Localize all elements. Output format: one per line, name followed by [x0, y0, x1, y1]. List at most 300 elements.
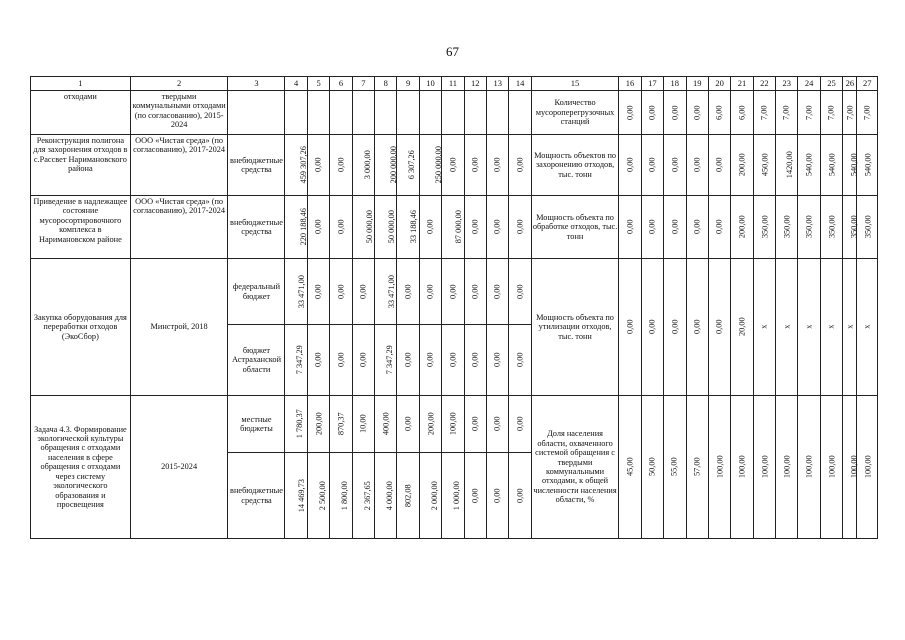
cell-value: 200,00: [737, 215, 747, 239]
header-row: [31, 77, 878, 91]
cell-value: 0,00: [515, 416, 525, 432]
target-cell: [708, 259, 730, 396]
cell-value: 0,00: [647, 157, 657, 173]
finance-cell: [330, 91, 352, 135]
cell-value: 0,00: [470, 416, 480, 432]
cell-value: 0,00: [692, 219, 702, 235]
table-row: [31, 259, 878, 325]
target-cell: [686, 396, 708, 539]
measure-name-cell: Задача 4.3. Формирование экологической культуры обращения с отходами населения в сфере обращения с отходами через систему экологического образования и просвещения: [31, 396, 131, 539]
cell-value: 33 471,00: [297, 274, 307, 309]
target-cell: [664, 196, 686, 259]
target-cell: [798, 196, 820, 259]
cell-value: 0,00: [670, 105, 680, 120]
finance-cell: [487, 453, 509, 539]
source-cell: внебюджетные средства: [228, 453, 285, 539]
cell-value: 0,00: [625, 105, 635, 120]
cell-value: 802,08: [404, 484, 414, 507]
finance-cell: [307, 453, 329, 539]
finance-cell: [397, 325, 419, 396]
cell-value: 0,00: [403, 352, 413, 368]
cell-value: 350,00: [760, 215, 770, 239]
finance-cell: [487, 135, 509, 196]
finance-cell: [487, 196, 509, 259]
cell-value: 6,00: [714, 105, 724, 120]
target-cell: [843, 259, 857, 396]
finance-cell: [352, 325, 374, 396]
finance-cell: [375, 325, 397, 396]
executor-cell: 2015-2024: [130, 396, 228, 539]
target-cell: [776, 259, 798, 396]
target-cell: [731, 91, 753, 135]
finance-cell: [285, 135, 307, 196]
cell-value: 0,00: [336, 284, 346, 299]
finance-cell: [464, 196, 486, 259]
finance-cell: [352, 135, 374, 196]
cell-value: 7 347,29: [384, 345, 394, 375]
cell-value: 200,00: [737, 153, 747, 177]
indicator-cell: Мощность объекта по утилизации отходов, тыс. тонн: [531, 259, 619, 396]
cell-value: 0,00: [425, 284, 435, 299]
finance-cell: [285, 396, 307, 453]
target-cell: [708, 196, 730, 259]
cell-value: 350,00: [805, 215, 815, 239]
target-cell: [820, 396, 842, 539]
cell-value: 0,00: [470, 352, 480, 368]
cell-value: 220 188,46: [299, 208, 309, 246]
target-cell: [820, 259, 842, 396]
target-cell: [664, 396, 686, 539]
finance-cell: [464, 325, 486, 396]
header-cell: 20: [708, 77, 730, 91]
finance-cell: [419, 91, 441, 135]
header-cell: 4: [285, 77, 307, 91]
target-cell: [798, 135, 820, 196]
finance-cell: [464, 396, 486, 453]
cell-value: 7 347,29: [295, 345, 305, 375]
cell-value: 0,00: [625, 157, 635, 173]
target-cell: [731, 259, 753, 396]
cell-value: х: [862, 324, 872, 330]
finance-cell: [397, 91, 419, 135]
finance-cell: [419, 453, 441, 539]
finance-cell: [464, 91, 486, 135]
finance-cell: [307, 135, 329, 196]
finance-cell: [464, 259, 486, 325]
cell-value: 0,00: [470, 157, 480, 173]
finance-cell: [285, 91, 307, 135]
finance-cell: [442, 259, 464, 325]
header-cell: 12: [464, 77, 486, 91]
cell-value: 0,00: [492, 284, 502, 299]
cell-value: 0,00: [714, 157, 724, 173]
cell-value: 0,00: [448, 284, 458, 299]
cell-value: 0,00: [625, 219, 635, 235]
cell-value: 0,00: [692, 319, 702, 335]
finance-cell: [509, 325, 531, 396]
cell-value: 33 471,00: [386, 274, 396, 309]
cell-value: 0,00: [647, 319, 657, 335]
cell-value: 33 188,46: [409, 210, 419, 244]
cell-value: 1 800,00: [340, 480, 350, 511]
cell-value: 0,00: [448, 352, 458, 368]
target-cell: [619, 196, 641, 259]
cell-value: х: [845, 324, 855, 330]
target-cell: [708, 396, 730, 539]
indicator-cell: Мощность объекта по обработке отходов, тыс. тонн: [531, 196, 619, 259]
header-cell: 16: [619, 77, 641, 91]
measure-name-cell: Приведение в надлежащее состояние мусоросортировочного комплекса в Наримановском районе: [31, 196, 131, 259]
header-cell: 7: [352, 77, 374, 91]
cell-value: 0,00: [625, 319, 635, 335]
cell-value: 450,00: [760, 153, 770, 177]
cell-value: 350,00: [864, 215, 874, 239]
header-cell: 19: [686, 77, 708, 91]
source-cell: бюджет Астраханской области: [228, 325, 285, 396]
cell-value: х: [826, 324, 836, 330]
target-cell: [753, 196, 775, 259]
cell-value: 0,00: [358, 352, 368, 368]
finance-cell: [419, 196, 441, 259]
finance-cell: [330, 135, 352, 196]
target-cell: [820, 135, 842, 196]
finance-cell: [285, 196, 307, 259]
finance-cell: [397, 453, 419, 539]
source-cell: местные бюджеты: [228, 396, 285, 453]
cell-value: 0,00: [448, 157, 458, 173]
finance-cell: [509, 91, 531, 135]
cell-value: 7,00: [759, 105, 769, 120]
finance-cell: [509, 135, 531, 196]
finance-cell: [307, 259, 329, 325]
finance-cell: [419, 325, 441, 396]
cell-value: 50 000,00: [386, 210, 396, 244]
cell-value: 0,00: [692, 157, 702, 173]
target-cell: [708, 135, 730, 196]
target-cell: [641, 396, 663, 539]
finance-cell: [442, 325, 464, 396]
target-cell: [776, 196, 798, 259]
finance-cell: [285, 259, 307, 325]
cell-value: 0,00: [670, 157, 680, 173]
cell-value: 0,00: [492, 416, 502, 432]
table-row: [31, 396, 878, 453]
target-cell: [753, 135, 775, 196]
cell-value: 2 367,65: [362, 480, 372, 511]
cell-value: 0,00: [336, 157, 346, 173]
finance-cell: [330, 325, 352, 396]
finance-cell: [442, 135, 464, 196]
cell-value: 100,00: [827, 455, 837, 479]
finance-cell: [509, 396, 531, 453]
target-cell: [753, 91, 775, 135]
cell-value: 0,00: [670, 219, 680, 235]
finance-cell: [330, 453, 352, 539]
cell-value: 540,00: [864, 153, 874, 177]
cell-value: 0,00: [313, 284, 323, 299]
cell-value: х: [782, 324, 792, 330]
cell-value: 0,00: [515, 488, 525, 503]
cell-value: 540,00: [805, 153, 815, 177]
target-cell: [641, 196, 663, 259]
target-cell: [776, 135, 798, 196]
cell-value: 0,00: [670, 319, 680, 335]
cell-value: 350,00: [827, 215, 837, 239]
program-table: [30, 76, 878, 539]
cell-value: 100,00: [849, 455, 859, 479]
finance-cell: [375, 396, 397, 453]
target-cell: [686, 196, 708, 259]
target-cell: [731, 196, 753, 259]
cell-value: 0,00: [647, 219, 657, 235]
cell-value: 100,00: [448, 412, 458, 436]
target-cell: [753, 259, 775, 396]
source-cell: внебюджетные средства: [228, 196, 285, 259]
target-cell: [843, 135, 857, 196]
page-number: 67: [446, 44, 459, 59]
cell-value: 540,00: [827, 153, 837, 177]
cell-value: 1 000,00: [452, 480, 462, 511]
finance-cell: [307, 325, 329, 396]
cell-value: 350,00: [782, 215, 792, 239]
header-cell: 3: [228, 77, 285, 91]
target-cell: [708, 91, 730, 135]
finance-cell: [330, 196, 352, 259]
cell-value: 1420,00: [784, 151, 794, 179]
target-cell: [798, 396, 820, 539]
cell-value: 0,00: [403, 284, 413, 299]
target-cell: [857, 259, 878, 396]
header-cell: 8: [375, 77, 397, 91]
header-cell: 14: [509, 77, 531, 91]
source-cell: внебюджетные средства: [228, 135, 285, 196]
target-cell: [820, 196, 842, 259]
finance-cell: [442, 196, 464, 259]
header-cell: 11: [442, 77, 464, 91]
header-cell: 22: [753, 77, 775, 91]
target-cell: [798, 91, 820, 135]
cell-value: 0,00: [336, 352, 346, 368]
executor-cell: Минстрой, 2018: [130, 259, 228, 396]
header-cell: 23: [776, 77, 798, 91]
cell-value: 100,00: [864, 455, 874, 479]
target-cell: [641, 135, 663, 196]
cell-value: 0,00: [425, 352, 435, 368]
cell-value: 100,00: [805, 455, 815, 479]
cell-value: х: [804, 324, 814, 330]
executor-cell: ООО «Чистая среда» (по согласованию), 2017-2024: [130, 196, 228, 259]
target-cell: [776, 91, 798, 135]
finance-cell: [375, 453, 397, 539]
finance-cell: [509, 259, 531, 325]
target-cell: [776, 396, 798, 539]
finance-cell: [307, 396, 329, 453]
finance-cell: [487, 396, 509, 453]
finance-cell: [397, 259, 419, 325]
cell-value: 0,00: [403, 416, 413, 432]
finance-cell: [419, 135, 441, 196]
cell-value: 14 469,73: [297, 478, 307, 513]
cell-value: 0,00: [358, 284, 368, 299]
cell-value: 0,00: [313, 157, 323, 173]
source-cell: федеральный бюджет: [228, 259, 285, 325]
target-cell: [857, 135, 878, 196]
table-row: [31, 196, 878, 259]
finance-cell: [397, 196, 419, 259]
cell-value: 540,00: [849, 153, 859, 177]
finance-cell: [397, 135, 419, 196]
cell-value: 250 000,00: [433, 146, 443, 184]
target-cell: [641, 259, 663, 396]
measure-name-cell: отходами: [31, 91, 131, 135]
cell-value: 20,00: [737, 317, 747, 337]
target-cell: [619, 91, 641, 135]
cell-value: 0,00: [425, 219, 435, 235]
target-cell: [798, 259, 820, 396]
table-row: [31, 135, 878, 196]
cell-value: 2 000,00: [429, 480, 439, 511]
cell-value: 870,37: [336, 412, 346, 436]
cell-value: 57,00: [692, 457, 702, 477]
finance-cell: [487, 259, 509, 325]
cell-value: 400,00: [381, 412, 391, 436]
table-row: [31, 91, 878, 135]
finance-cell: [375, 135, 397, 196]
cell-value: 0,00: [515, 352, 525, 368]
target-cell: [619, 135, 641, 196]
cell-value: 100,00: [760, 455, 770, 479]
cell-value: 0,00: [336, 219, 346, 235]
finance-cell: [509, 453, 531, 539]
indicator-cell: Количество мусороперегрузочных станций: [531, 91, 619, 135]
finance-cell: [307, 91, 329, 135]
executor-cell: ООО «Чистая среда» (по согласованию), 2017-2024: [130, 135, 228, 196]
header-cell: 6: [330, 77, 352, 91]
cell-value: 0,00: [492, 352, 502, 368]
target-cell: [731, 135, 753, 196]
finance-cell: [352, 91, 374, 135]
target-cell: [820, 91, 842, 135]
cell-value: 0,00: [714, 319, 724, 335]
cell-value: 0,00: [470, 284, 480, 299]
cell-value: 45,00: [625, 457, 635, 477]
target-cell: [664, 135, 686, 196]
finance-cell: [375, 259, 397, 325]
finance-cell: [352, 196, 374, 259]
target-cell: [857, 196, 878, 259]
cell-value: 7,00: [845, 105, 855, 120]
cell-value: 100,00: [715, 455, 725, 479]
cell-value: 7,00: [782, 105, 792, 120]
finance-cell: [330, 259, 352, 325]
cell-value: 200,00: [314, 412, 324, 436]
target-cell: [664, 259, 686, 396]
finance-cell: [487, 91, 509, 135]
finance-cell: [375, 91, 397, 135]
cell-value: 100,00: [737, 455, 747, 479]
target-cell: [843, 91, 857, 135]
cell-value: 2 500,00: [317, 480, 327, 511]
finance-cell: [419, 396, 441, 453]
cell-value: 0,00: [647, 105, 657, 120]
cell-value: 7,00: [862, 105, 872, 120]
finance-cell: [352, 396, 374, 453]
finance-cell: [419, 259, 441, 325]
finance-cell: [397, 396, 419, 453]
cell-value: 459 307,26: [299, 146, 309, 184]
cell-value: 200,00: [426, 412, 436, 436]
finance-cell: [352, 259, 374, 325]
header-cell: 2: [130, 77, 228, 91]
header-cell: 15: [531, 77, 619, 91]
cell-value: 7,00: [826, 105, 836, 120]
header-cell: 5: [307, 77, 329, 91]
header-cell: 25: [820, 77, 842, 91]
finance-cell: [442, 396, 464, 453]
target-cell: [686, 259, 708, 396]
header-cell: 24: [798, 77, 820, 91]
cell-value: 0,00: [515, 219, 525, 235]
finance-cell: [464, 135, 486, 196]
finance-cell: [442, 91, 464, 135]
cell-value: 10,00: [358, 414, 368, 434]
header-cell: 21: [731, 77, 753, 91]
target-cell: [641, 91, 663, 135]
target-cell: [857, 396, 878, 539]
cell-value: 0,00: [492, 488, 502, 503]
cell-value: 6,00: [737, 105, 747, 120]
cell-value: 0,00: [313, 219, 323, 235]
cell-value: 87 000,00: [454, 210, 464, 244]
finance-cell: [285, 453, 307, 539]
cell-value: 0,00: [470, 219, 480, 235]
finance-cell: [330, 396, 352, 453]
finance-cell: [307, 196, 329, 259]
cell-value: 4 000,00: [384, 480, 394, 511]
finance-cell: [487, 325, 509, 396]
finance-cell: [509, 196, 531, 259]
header-cell: 1: [31, 77, 131, 91]
finance-cell: [464, 453, 486, 539]
cell-value: 3 000,00: [362, 150, 372, 180]
finance-cell: [285, 325, 307, 396]
cell-value: 0,00: [692, 105, 702, 120]
measure-name-cell: Закупка оборудования для переработки отходов (ЭкоСбор): [31, 259, 131, 396]
header-cell: 27: [857, 77, 878, 91]
cell-value: 7,00: [804, 105, 814, 120]
cell-value: 0,00: [492, 157, 502, 173]
cell-value: 350,00: [849, 215, 859, 239]
finance-cell: [352, 453, 374, 539]
target-cell: [686, 91, 708, 135]
cell-value: 0,00: [492, 219, 502, 235]
target-cell: [843, 396, 857, 539]
target-cell: [731, 396, 753, 539]
header-cell: 17: [641, 77, 663, 91]
cell-value: 50 000,00: [364, 210, 374, 244]
cell-value: 0,00: [313, 352, 323, 368]
cell-value: 0,00: [515, 284, 525, 299]
cell-value: 55,00: [670, 457, 680, 477]
header-cell: 18: [664, 77, 686, 91]
target-cell: [619, 396, 641, 539]
target-cell: [664, 91, 686, 135]
header-cell: 10: [419, 77, 441, 91]
cell-value: 6 307,26: [407, 150, 417, 180]
target-cell: [686, 135, 708, 196]
indicator-cell: Мощность объектов по захоронению отходов, тыс. тонн: [531, 135, 619, 196]
cell-value: х: [759, 324, 769, 330]
